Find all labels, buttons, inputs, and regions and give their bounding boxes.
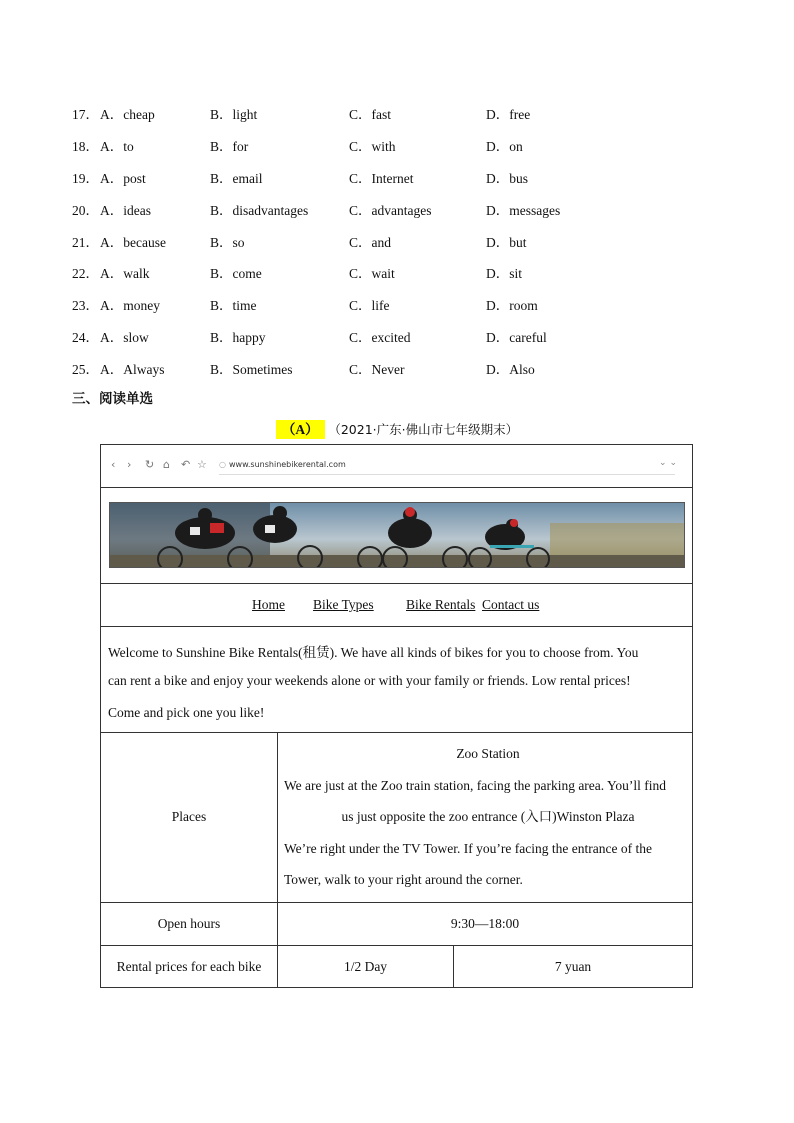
question-number: 18． [72, 138, 99, 154]
option-c: C．life [349, 298, 390, 314]
cyclists-banner-image [109, 502, 685, 568]
section-title: 三、阅读单选 [72, 391, 153, 407]
question-number: 23． [72, 298, 99, 314]
question-number: 24． [72, 330, 99, 346]
option-b: B．for [210, 138, 249, 154]
place-description: We’re right under the TV Tower. If you’re facing the entrance of the [284, 840, 652, 856]
option-a: A．cheap [100, 107, 155, 122]
option-b: B．time [210, 298, 257, 314]
option-c: C．and [349, 234, 391, 250]
question-row [72, 132, 632, 164]
banner-area [101, 487, 692, 584]
option-a: A．ideas [100, 202, 151, 218]
question-number: 19． [72, 170, 99, 186]
website-screenshot [100, 444, 693, 988]
passage-tag: （A） [276, 420, 325, 439]
option-d: D．but [486, 234, 527, 250]
option-c: C．wait [349, 266, 395, 282]
option-b: B．disadvantages [210, 202, 309, 218]
option-d: D．room [486, 298, 538, 314]
lock-icon: ○ [219, 460, 226, 469]
option-c: C．advantages [349, 202, 432, 218]
place-name: Zoo Station [456, 746, 520, 762]
menu-chevron-icon[interactable]: ⌄ ⌄ [659, 458, 677, 468]
back-icon[interactable]: ‹ [111, 458, 116, 471]
passage-source: （2021·广东·佛山市七年级期末） [334, 422, 519, 437]
option-d: D．bus [486, 170, 529, 186]
option-a: A．because [100, 234, 166, 250]
rental-info-table [101, 732, 692, 988]
option-d: D．Also [486, 362, 535, 378]
option-a: A．to [100, 138, 134, 154]
option-b: B．Sometimes [210, 362, 293, 378]
price-row [101, 946, 692, 988]
welcome-line: Welcome to Sunshine Bike Rentals(租赁). We have all kinds of bikes for you to choose from. You [108, 645, 639, 660]
question-number: 20． [72, 202, 99, 218]
url-text: www.sunshinebikerental.com [228, 460, 346, 469]
price-period: 1/2 Day [278, 946, 454, 988]
option-a: A．walk [100, 266, 150, 282]
option-b: B．so [210, 234, 245, 250]
welcome-line: Come and pick one you like! [108, 705, 265, 720]
option-b: B．come [210, 266, 262, 282]
choice-questions [72, 100, 632, 387]
price-label: Rental prices for each bike [101, 946, 278, 988]
option-d: D．on [486, 138, 523, 154]
option-c: C．with [349, 138, 396, 154]
question-row [72, 228, 632, 260]
welcome-line: can rent a bike and enjoy your weekends alone or with your family or friends. Low rental prices! [108, 673, 631, 688]
undo-icon[interactable]: ↶ [181, 458, 191, 471]
question-row [72, 323, 632, 355]
option-c: C．excited [349, 330, 411, 346]
passage-heading [0, 418, 794, 438]
question-number: 17． [72, 107, 99, 122]
question-row [72, 291, 632, 323]
forward-icon[interactable]: › [127, 458, 132, 471]
star-icon[interactable]: ☆ [197, 458, 207, 471]
option-a: A．Always [100, 362, 165, 378]
address-bar[interactable] [219, 456, 675, 475]
home-icon[interactable]: ⌂ [163, 458, 170, 471]
question-row [72, 100, 632, 132]
places-details [278, 732, 693, 903]
hours-label: Open hours [101, 903, 278, 946]
browser-toolbar [101, 445, 692, 488]
question-row [72, 259, 632, 291]
nav-bike-types[interactable]: Bike Types [313, 597, 374, 612]
question-row [72, 196, 632, 228]
welcome-text [101, 626, 692, 733]
option-b: B．happy [210, 330, 266, 346]
option-c: C．Internet [349, 170, 414, 186]
nav-contact-us[interactable]: Contact us [482, 597, 540, 612]
option-a: A．slow [100, 330, 149, 346]
reload-icon[interactable]: ↻ [145, 458, 155, 471]
option-d: D．free [486, 107, 531, 122]
option-c: C．fast [349, 107, 391, 122]
option-c: C．Never [349, 362, 405, 378]
option-d: D．careful [486, 330, 547, 346]
question-row [72, 355, 632, 387]
question-number: 22． [72, 266, 99, 282]
option-a: A．money [100, 298, 160, 314]
place-description: Tower, walk to your right around the corner. [284, 872, 523, 888]
option-d: D．sit [486, 266, 523, 282]
question-number: 21． [72, 234, 99, 250]
nav-bike-rentals[interactable]: Bike Rentals [406, 597, 476, 612]
price-value: 7 yuan [454, 946, 693, 988]
site-navigation [101, 583, 692, 627]
question-row [72, 164, 632, 196]
nav-home[interactable]: Home [252, 597, 285, 612]
question-number: 25． [72, 362, 99, 378]
place-description: We are just at the Zoo train station, facing the parking area. You’ll find [284, 777, 667, 793]
option-b: B．email [210, 170, 263, 186]
option-a: A．post [100, 170, 146, 186]
places-label: Places [101, 732, 278, 903]
option-d: D．messages [486, 202, 561, 218]
place-description: us just opposite the zoo entrance (入口)Winston Plaza [341, 809, 635, 825]
option-b: B．light [210, 107, 258, 122]
hours-value: 9:30—18:00 [278, 903, 693, 946]
places-row [101, 732, 692, 903]
hours-row [101, 903, 692, 946]
